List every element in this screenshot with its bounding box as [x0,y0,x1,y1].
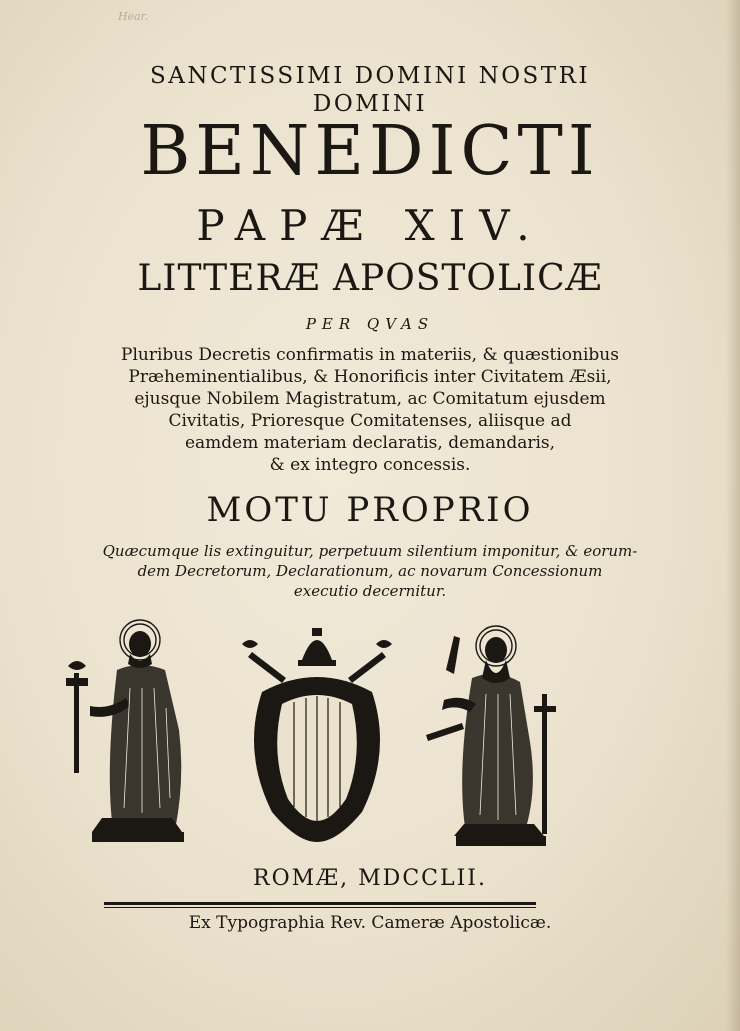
body-line-1: Pluribus Decretis confirmatis in materiis, & quæstionibus [121,345,619,365]
body-line-2: Præheminentialibus, & Honorificis inter Civitatem Æsii, [128,367,612,387]
subtext-line-1: Quæcumque lis extinguitur, perpetuum silentium imponitur, & eorum- [102,542,638,560]
body-line-3: ejusque Nobilem Magistratum, ac Comitatum ejusdem [134,389,606,409]
body-line-6: & ex integro concessis. [269,455,471,475]
title-litterae: LITTERÆ APOSTOLICÆ [137,258,603,299]
title-benedicti: BENEDICTI [140,112,600,191]
body-line-5: eamdem materiam declaratis, demandaris, [184,433,556,453]
title-per-quas: PER QVAS [305,315,435,333]
title-line-2: DOMINI [312,91,428,117]
papal-arms-woodcut-icon [232,622,402,852]
imprint-place-date: ROMÆ, MDCCLII. [253,866,487,891]
manuscript-note: Hear. [118,10,149,23]
saint-paul-woodcut-icon [424,620,574,855]
saint-peter-woodcut-icon [62,618,197,853]
imprint-rule-thin [104,907,536,908]
motu-proprio-heading: MOTU PROPRIO [206,490,534,530]
subtext-line-2: dem Decretorum, Declarationum, ac novarum Concessionum [137,562,603,580]
title-papae: PAPÆ XIV. [196,201,544,250]
subtext-line-3: executio decernitur. [293,582,447,600]
imprint-rule-thick [104,902,536,905]
body-line-4: Civitatis, Prioresque Comitatenses, aliisque ad [168,411,572,431]
imprint-printer: Ex Typographia Rev. Cameræ Apostolicæ. [188,913,552,933]
title-line-1: SANCTISSIMI DOMINI NOSTRI [149,63,591,89]
